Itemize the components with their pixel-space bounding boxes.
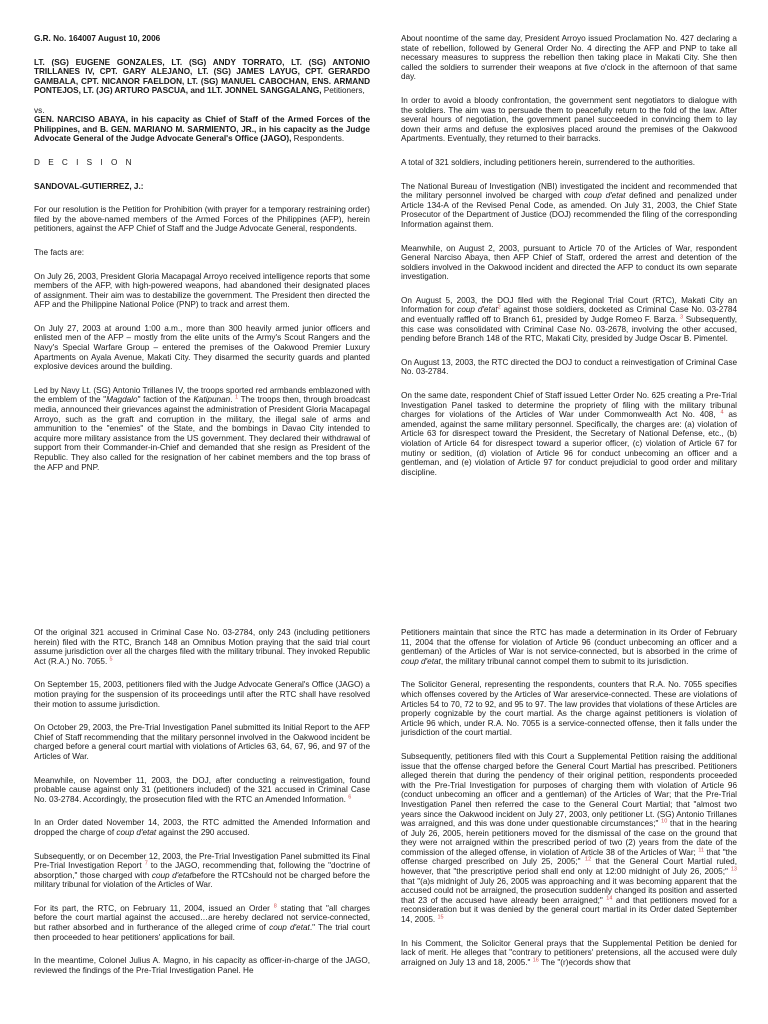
footnote-ref[interactable]: 16 bbox=[532, 957, 539, 964]
text-run: On the same date, respondent Chief of Staff issued Letter Order No. 625 creating a Pre-Trial Investigation Panel tasked to determine the propriety of filing with the military tribunal charges for violations of the Articles of War under Commonwealth Act No. 408, bbox=[401, 391, 737, 420]
page2-left-column bbox=[34, 628, 370, 985]
paragraph: On October 29, 2003, the Pre-Trial Investigation Panel submitted its Initial Report to the AFP Chief of Staff recommending that the military personnel involved in the Oakwood incident be charged before a general court martial with violations of Articles 63, 64, 67, 96, and 97 of the Articles of War. bbox=[34, 723, 370, 761]
text-run: Subsequently, or on December 12, 2003, the Pre-Trial Investigation Panel submitted its Final Pre-Trial Investigation Report bbox=[34, 851, 370, 871]
text-run: In an Order dated November 14, 2003, the RTC admitted the Amended Information and dropped the charge of bbox=[34, 818, 370, 837]
respondents-label: Respondents. bbox=[291, 134, 345, 144]
emphasis: coup d'etat bbox=[457, 305, 498, 315]
footnote-ref[interactable]: 4 bbox=[720, 409, 724, 416]
footnote-ref[interactable]: 5 bbox=[109, 656, 113, 663]
text-run: Petitioners maintain that since the RTC has made a determination in its Order of February 11, 2004 that the offense for violation of Article 96 (conduct unbecoming an officer and a gentleman) of the Articles of War is not service-connected, but is absorbed in the crime of bbox=[401, 628, 737, 657]
footnote-ref[interactable]: 3 bbox=[680, 314, 684, 321]
page1-left-column bbox=[34, 34, 370, 482]
text-run: before the RTCshould not be charged before the military tribunal for violation of the Articles of War. bbox=[34, 870, 370, 890]
text-run: The troops then, through broadcast media, announced their grievances against the administration of President Gloria Macapagal Arroyo, such as the graft and corruption in the military, the illegal sale of arms and ammunition to the "enemies" of the State, and the bombings in Davao City intended to acquire more military assistance from the US government. They declared their withdrawal of support from their Commander-in-Chief and demanded that she resign as President of the Republic. They also called for the resignation of her cabinet members and the top brass of the AFP and PNP. bbox=[34, 395, 370, 472]
paragraph: Meanwhile, on August 2, 2003, pursuant to Article 70 of the Articles of War, respondent General Narciso Abaya, then AFP Chief of Staff, ordered the arrest and detention of the soldiers involved in the Oakwood incident and directed the AFP to conduct its own separate investigation. bbox=[401, 243, 737, 282]
paragraph bbox=[34, 776, 370, 805]
paragraph: On August 13, 2003, the RTC directed the DOJ to conduct a reinvestigation of Criminal Case No. 03-2784. bbox=[401, 357, 737, 377]
text-run: that in the hearing of July 26, 2005, herein petitioners moved for the dismissal of the case on the ground that they were not arraigned within the prescribed period of two (2) years from the date of the commission of the alleged offense, in violation of Article 38 of the Articles of War; bbox=[401, 819, 737, 857]
text-run: as amended, against the same military personnel. Specifically, the charges are: (a) violation of Article 63 for disrespect toward the President, the Secretary of National Defense, etc., (b) violation of Article 64 for disrespect toward a superior officer, (c) violation of Article 67 for mutiny or sedition, (d) violation of Article 96 for conduct unbecoming an officer and a gentleman, and (e) violation of Article 97 for conduct prejudicial to good order and military discipline. bbox=[401, 410, 737, 477]
emphasis: coup d'etat bbox=[116, 827, 157, 837]
petitioner-names: LT. (SG) EUGENE GONZALES, LT. (SG) ANDY TORRATO, LT. (SG) ANTONIO TRILLANES IV, CPT. GARY ALEJANO, LT. (SG) JAMES LAYUG, CPT. GERARDO GAMBALA, CPT. NICANOR FAELDON, LT. (SG) MANUEL CABOCHAN, ENS. ARMAND PONTEJOS, LT. (JG) ARTURO PASCUA, and 1LT. JONNEL SANGGALANG, bbox=[34, 57, 370, 96]
paragraph: On July 26, 2003, President Gloria Macapagal Arroyo received intelligence reports that some members of the AFP, with high-powered weapons, had abandoned their designated places of assignment. Their aim was to destabilize the government. The President then directed the AFP and the Philippine National Police (PNP) to track and arrest them. bbox=[34, 271, 370, 310]
text-run: to the JAGO, recommending that, following the "doctrine of absorption," those charged with bbox=[34, 861, 370, 880]
decision-heading: D E C I S I O N bbox=[34, 157, 135, 167]
paragraph bbox=[401, 182, 737, 230]
emphasis: coup d'etat bbox=[151, 870, 192, 880]
paragraph: For our resolution is the Petition for Prohibition (with prayer for a temporary restraining order) filed by the above-named members of the Armed Forces of the Philippines (AFP), herein petitioners, against the AFP Chief of Staff and the Judge Advocate General, respondents. bbox=[34, 205, 370, 234]
text-run: , the military tribunal cannot compel them to submit to its jurisdiction. bbox=[440, 656, 689, 666]
case-number: G.R. No. 164007 August 10, 2006 bbox=[34, 34, 161, 43]
text-run: Of the original 321 accused in Criminal Case No. 03-2784, only 243 (including petitioners herein) filed with the RTC, Branch 148 an Omnibus Motion praying that the said trial court assume jurisdiction over all the charges filed with the military tribunal. They invoked Republic Act (R.A.) No. 7055. bbox=[34, 628, 370, 666]
emphasis: coup d'etat bbox=[269, 923, 310, 933]
paragraph bbox=[34, 904, 370, 942]
text-run: On August 5, 2003, the DOJ filed with the Regional Trial Court (RTC), Makati City an Information for bbox=[401, 295, 737, 315]
footnote-ref[interactable]: 11 bbox=[698, 847, 705, 854]
text-run: that the General Court Martial ruled, however, that "the prescriptive period shall end only at 12:00 midnight of July 26, 2005;" bbox=[401, 857, 737, 877]
emphasis: coup d'etat bbox=[401, 656, 441, 666]
case-caption-petitioners bbox=[34, 58, 370, 96]
text-run: " faction of the bbox=[137, 395, 194, 405]
text-run: On September 15, 2003, petitioners filed with the Judge Advocate General's Office bbox=[34, 680, 334, 690]
footnote-ref[interactable]: 8 bbox=[273, 903, 277, 910]
footnote-ref[interactable]: 7 bbox=[144, 860, 148, 867]
paragraph bbox=[34, 680, 370, 709]
text-run: Subsequently, this case was consolidated with Criminal Case No. 03-2678, involving the other accused, pending before Branch 148 of the RTC, Makati City, presided by Judge Oscar B. Pimentel. bbox=[401, 315, 738, 344]
text-run: The "(r)ecords show that bbox=[538, 957, 631, 967]
emphasis: Magdalo bbox=[106, 395, 138, 405]
footnote-ref[interactable]: 15 bbox=[437, 914, 444, 921]
ponente: SANDOVAL-GUTIERREZ, J.: bbox=[34, 181, 144, 191]
text-run: against the 290 accused. bbox=[156, 827, 250, 837]
paragraph: The facts are: bbox=[34, 247, 85, 257]
case-caption-respondents bbox=[34, 115, 370, 144]
text-run: For its part, the RTC, on February 11, 2004, issued an Order bbox=[34, 903, 270, 913]
paragraph: The Solicitor General, representing the respondents, counters that R.A. No. 7055 specifies which offenses covered by the Articles of War areservice-connected. These are violations of Articles 54 to 70, 72 to 92, and 95 to 97. The law provides that violations of these Articles are properly cognizable by the court martial. As the charge against petitioners is violation of Article 96 which, under R.A. No. 7055 is a service-connected offense, then it falls under the jurisdiction of the court martial. bbox=[401, 680, 737, 738]
footnote-ref[interactable]: 13 bbox=[730, 866, 737, 873]
footnote-ref[interactable]: 1 bbox=[235, 394, 239, 401]
text-run: ." The trial court then proceeded to hear petitioners' applications for bail. bbox=[34, 923, 370, 942]
page2-right-column bbox=[401, 628, 737, 977]
paragraph: In order to avoid a bloody confrontation, the government sent negotiators to dialogue with the soldiers. The aim was to persuade them to peacefully return to the fold of the law. After several hours of negotiation, the government panel succeeded in convincing them to lay down their arms and defuse the explosives placed around the premises of the Oakwood Apartments. Eventually, they returned to their barracks. bbox=[401, 95, 737, 144]
paragraph bbox=[401, 752, 737, 925]
text-run: stating that "all charges before the court martial against the accused…are hereby declared not service-connected, but rather absorbed and in furtherance of the alleged crime of bbox=[34, 903, 370, 933]
footnote-ref[interactable]: 14 bbox=[606, 895, 613, 902]
paragraph: A total of 321 soldiers, including petitioners herein, surrendered to the authorities. bbox=[401, 157, 696, 167]
page1-right-column bbox=[401, 34, 737, 487]
emphasis: Katipunan bbox=[193, 395, 231, 405]
versus: vs. bbox=[34, 105, 45, 115]
paragraph: On July 27, 2003 at around 1:00 a.m., more than 300 heavily armed junior officers and enlisted men of the AFP – mostly from the elite units of the Army's Scout Rangers and the Navy's Special Warfare Group – entered the premises of the Oakwood Premier Luxury Apartments on Ayala Avenue, Makati City. They disarmed the security guards and planted explosive devices around the building. bbox=[34, 323, 370, 372]
footnote-ref[interactable]: 2 bbox=[497, 304, 501, 311]
text-run: Meanwhile, on November 11, 2003, the DOJ, after conducting a reinvestigation, found probable cause against only 31 (petitioners included) of the 321 accused in Criminal Case No. 03-2784. Accordingly, the prosecution filed with the RTC an Amended Information. bbox=[34, 775, 370, 804]
text-run: that "(a)s midnight of July 26, 2005 was approaching and it was becoming apparent that the accused could not be arraigned, the prosecution suddenly changed its position and asserted that 23 of the accused have already been arraigned;" bbox=[401, 876, 737, 905]
petitioners-label: Petitioners, bbox=[321, 86, 365, 96]
text-run: In his Comment, the Solicitor General prays that the Supplemental Petition be denied for lack of merit. He alleges that "contrary to petitioners' pretensions, all the accused were duly arraigned on July 13 and 18, 2005." bbox=[401, 938, 737, 967]
emphasis: coup d'etat bbox=[584, 191, 626, 201]
text-run: against those soldiers, docketed as Criminal Case No. 03-2784 and eventually raffled off to Branch 61, presided by Judge Romeo F. Barza. bbox=[401, 305, 737, 325]
text-run: Subsequently, petitioners filed with this Court a Supplemental Petition raising the additional issue that the offense charged before the General Court Martial has prescribed. Petitioners alleged therein that during the pendency of their original petition, respondents proceeded with the Pre-Trial Investigation for purposes of charging them with violation of Article 96 (conduct unbecoming an officer and a gentleman) of the Articles of War; that the Pre-Trial Investigation Panel then referred the case to the General Court Martial; that "almost two years since the Oakwood incident on July 27, 2003, only petitioner Lt. (SG) Antonio Trillanes was arraigned, and this was done under questionable circumstances;" bbox=[401, 751, 737, 829]
footnote-ref[interactable]: 6 bbox=[348, 793, 352, 800]
text-run: (JAGO) a motion praying for the suspension of its proceedings until after the RTC shall have resolved their motion to assume jurisdiction. bbox=[34, 680, 370, 709]
paragraph bbox=[34, 628, 370, 666]
paragraph bbox=[401, 628, 737, 666]
paragraph bbox=[401, 296, 737, 344]
text-run: defined and penalized under Article 134-A of the Revised Penal Code, as amended. On July 31, 2003, the Chief State Prosecutor of the Department of Justice (DOJ) recommended the filing of the corresponding Information against them. bbox=[401, 191, 737, 229]
paragraph bbox=[34, 818, 370, 837]
text-run: that "the offense charged prescribed on July 25, 2005;" bbox=[401, 847, 737, 867]
paragraph bbox=[401, 939, 737, 968]
respondent-names: GEN. NARCISO ABAYA, in his capacity as Chief of Staff of the Armed Forces of the Philippines, and B. GEN. MARIANO M. SARMIENTO, JR., in his capacity as the Judge Advocate General of the Judge Advocate General's Office (JAGO), bbox=[34, 115, 370, 144]
text-run: and that petitioners moved for a reconsideration but it was denied by the general court martial in its Order dated September 14, 2005. bbox=[401, 895, 737, 925]
text-run: Led by Navy Lt. (SG) Antonio Trillanes IV, the troops sported red armbands emblazoned with the emblem of the " bbox=[34, 385, 370, 405]
footnote-ref[interactable]: 12 bbox=[585, 856, 592, 863]
paragraph: About noontime of the same day, President Arroyo issued Proclamation No. 427 declaring a state of rebellion, followed by General Order No. 4 directing the AFP and PNP to take all necessary measures to suppress the rebellion then taking place in Makati City. She then called the soldiers to surrender their weapons at five o'clock in the afternoon of that same day. bbox=[401, 34, 737, 82]
text-run: The National Bureau of Investigation (NBI) investigated the incident and recommended that the military personnel involved be charged with bbox=[401, 181, 737, 201]
paragraph bbox=[401, 391, 737, 477]
paragraph: In the meantime, Colonel Julius A. Magno, in his capacity as officer-in-charge of the JAGO, reviewed the findings of the Pre-Trial Investigation Panel. He bbox=[34, 956, 370, 975]
paragraph: Led by Navy Lt. (SG) Antonio Trillanes IV, the troops sported red armbands emblazoned with the emblem of the "Magdalo" faction of the Katipunan. $^1$ The troops then, through broadcast media, announced their grievances against the administration of President Gloria Macapagal Arroyo, such as the graft and corruption in the military, the illegal sale of arms and ammunition to the "enemies" of the State, and the bombings in Davao City intended to acquire more military assistance from the US government. They declared their withdrawal of support from their Commander-in-Chief and demanded that she resign as President of the Republic. They also called for the resignation of her cabinet members and the top brass of the AFP and PNP. bbox=[34, 385, 370, 472]
footnote-ref[interactable]: 10 bbox=[661, 818, 668, 825]
paragraph bbox=[34, 852, 370, 890]
document-page-2 bbox=[0, 512, 768, 1024]
